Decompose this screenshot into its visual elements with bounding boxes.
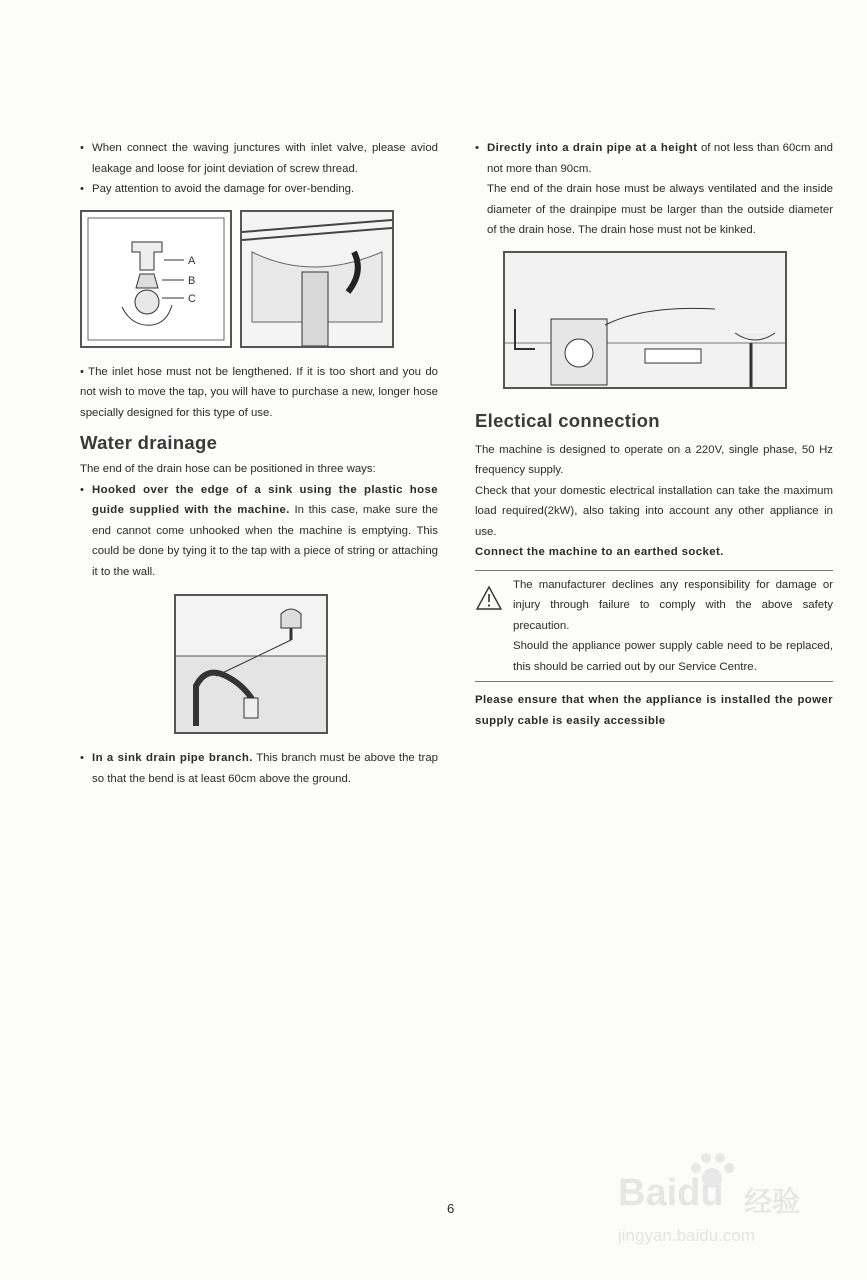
watermark-url: jingyan.baidu.com xyxy=(618,1226,756,1245)
electrical-heading: Electical connection xyxy=(475,409,660,431)
drain-pipe-text: of not less than 60cm and not more than 90cm. xyxy=(487,142,833,175)
figure-row-inlet xyxy=(80,210,438,348)
bullet-text: Pay attention to avoid the damage for over-bending. xyxy=(92,183,355,195)
inlet-valve-illustration xyxy=(82,212,230,346)
bullet-over-bending: • Pay attention to avoid the damage for over-bending. xyxy=(80,183,355,195)
watermark-main: Baidu xyxy=(618,1172,724,1214)
divider-bottom xyxy=(475,681,833,682)
sink-hook-illustration xyxy=(176,596,326,732)
water-drainage-heading: Water drainage xyxy=(80,432,218,453)
hooked-text: In this case, make sure the end cannot come unhooked when the machine is emptying. This could be done by tying it to the tap with a piece of string or attaching it to the wall. xyxy=(92,504,439,578)
figure-label-c: C xyxy=(188,292,196,305)
warning-block xyxy=(475,575,833,678)
right-column xyxy=(475,138,833,731)
figure-drain-pipe xyxy=(503,251,787,389)
sink-branch-text: This branch must be above the trap so that the bend is at least 60cm above the ground. xyxy=(92,752,438,785)
divider-top xyxy=(475,570,833,571)
bullet-text: When connect the waving junctures with inlet valve, please aviod leakage and loose for joint deviation of screw thread. xyxy=(92,142,438,175)
hooked-bold-text: Hooked over the edge of a sink using the plastic hose guide supplied with the machine. xyxy=(92,483,438,516)
figure-label-b: B xyxy=(188,274,196,287)
watermark-cn: 经验 xyxy=(744,1186,801,1217)
inlet-hose-note-text: The inlet hose must not be lengthened. If it is too short and you do not wish to move the tap, you will have to purchase a new, longer hose specially designed for this type of use. xyxy=(80,365,438,419)
bullet-waving-junctures: • When connect the waving junctures with inlet valve, please aviod leakage and loose for joint deviation of screw thread. xyxy=(80,142,438,175)
electrical-supply-text: The machine is designed to operate on a 220V, single phase, 50 Hz frequency supply. xyxy=(475,443,833,476)
figure-bending-hose xyxy=(240,210,394,348)
bullet-drain-pipe: • Directly into a drain pipe at a height of not less than 60cm and not more than 90cm. xyxy=(475,142,833,175)
drain-pipe-more: The end of the drain hose must be always ventilated and the inside diameter of the drainpipe must be larger than the outside diameter of the drain hose. The drain hose must not be kinked. xyxy=(487,183,833,236)
drain-pipe-illustration xyxy=(505,253,785,387)
warning-responsibility: The manufacturer declines any responsibility for damage or injury through failure to comply with the above safety precaution. xyxy=(513,578,833,632)
bending-hose-illustration xyxy=(242,212,392,346)
cable-accessible-text: Please ensure that when the appliance is installed the power supply cable is easily accessible xyxy=(475,694,833,727)
figure-inlet-valve xyxy=(80,210,232,348)
drainage-intro: The end of the drain hose can be positioned in three ways: xyxy=(80,463,376,475)
earthed-socket-text: Connect the machine to an earthed socket. xyxy=(475,546,724,558)
sink-branch-bold-text: In a sink drain pipe branch. xyxy=(92,752,253,764)
drain-pipe-bold-text: Directly into a drain pipe at a height xyxy=(487,142,698,154)
bullet-sink-drain-branch: • In a sink drain pipe branch. This branch must be above the trap so that the bend is at least 60cm above the ground. xyxy=(80,752,438,785)
left-column xyxy=(80,138,438,789)
inlet-hose-note: • The inlet hose must not be lengthened. If it is too short and you do not wish to move the tap, you will have to purchase a new, longer hose specially designed for this type of use. xyxy=(80,365,438,419)
page-number: 6 xyxy=(447,1201,455,1216)
electrical-load-text: Check that your domestic electrical installation can take the maximum load required(2kW), also taking into account any other appliance in use. xyxy=(475,484,833,538)
baidu-watermark xyxy=(612,1150,812,1250)
warning-text xyxy=(513,575,833,678)
warning-icon xyxy=(475,585,503,611)
figure-sink-hook xyxy=(174,594,328,734)
warning-cable-replacement: Should the appliance power supply cable need to be replaced, this should be carried out by our Service Centre. xyxy=(513,640,833,673)
figure-label-a: A xyxy=(188,254,196,267)
bullet-hooked-over-sink: • Hooked over the edge of a sink using the plastic hose guide supplied with the machine. In this case, make sure the end cannot come unhooked when the machine is emptying. This could be done by tying it to the tap with a piece of string or attaching it to the wall. xyxy=(80,483,439,578)
